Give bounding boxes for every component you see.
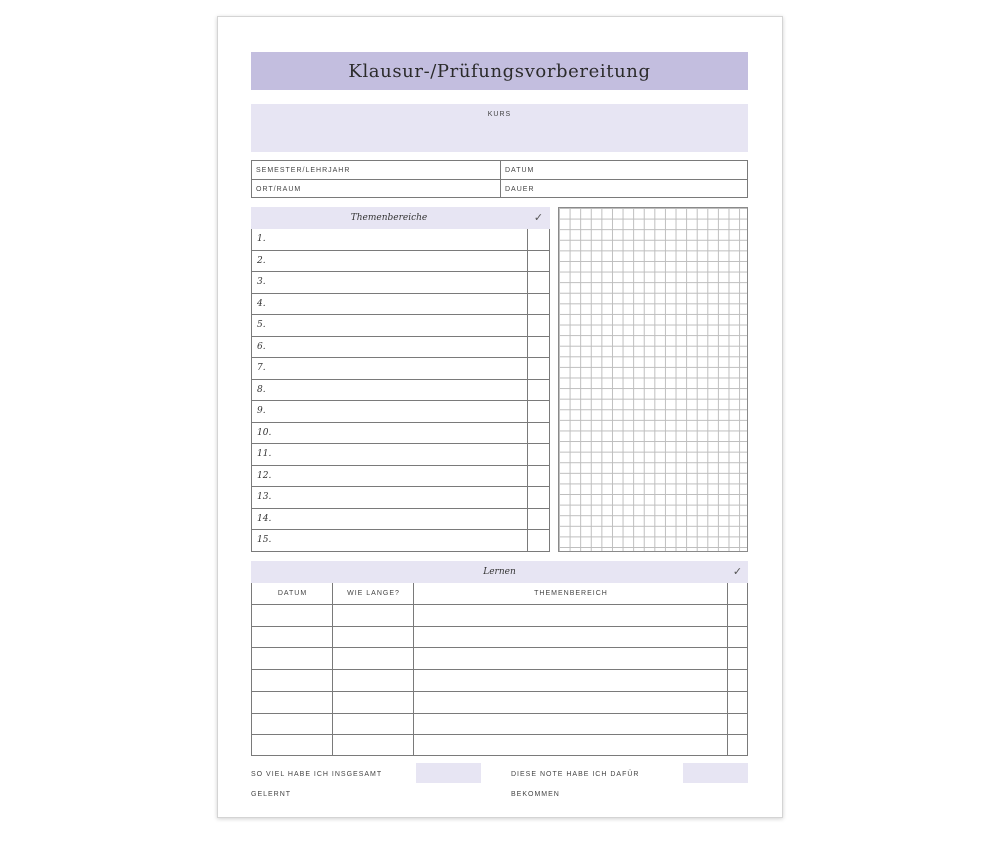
topic-row[interactable]: [252, 358, 549, 380]
topic-number: 7.: [257, 363, 266, 374]
themen-check-icon: ✓: [533, 212, 544, 224]
page-title: Klausur-/Prüfungsvorbereitung: [348, 60, 651, 82]
topic-row[interactable]: [252, 487, 549, 509]
topic-row[interactable]: [252, 294, 549, 316]
topic-number: 4.: [257, 298, 266, 309]
topic-number: 12.: [257, 470, 272, 481]
topic-checkbox[interactable]: [528, 294, 549, 315]
col-wie-lange: WIE LANGE?: [347, 590, 400, 597]
topic-number: 14.: [257, 513, 272, 524]
topic-checkbox[interactable]: [528, 423, 549, 444]
topic-row[interactable]: [252, 423, 549, 445]
grade-field[interactable]: [683, 763, 748, 783]
topic-row[interactable]: [252, 401, 549, 423]
topic-row[interactable]: [252, 466, 549, 488]
col-datum: DATUM: [277, 590, 308, 597]
topic-checkbox[interactable]: [528, 444, 549, 465]
topic-checkbox[interactable]: [528, 509, 549, 530]
topic-number: 11.: [257, 449, 272, 460]
kurs-label: KURS: [487, 111, 512, 118]
lernen-row[interactable]: [252, 735, 747, 756]
topic-number: 5.: [257, 320, 266, 331]
lernen-row[interactable]: [252, 605, 747, 626]
topic-checkbox[interactable]: [528, 272, 549, 293]
topic-checkbox[interactable]: [528, 380, 549, 401]
lernen-section: [251, 561, 748, 756]
topic-checkbox[interactable]: [528, 401, 549, 422]
grid-notes-area[interactable]: [558, 207, 748, 552]
topic-row[interactable]: [252, 444, 549, 466]
topic-number: 15.: [257, 535, 272, 546]
datum-field[interactable]: DATUM: [505, 167, 535, 174]
dauer-field[interactable]: DAUER: [505, 186, 535, 193]
topic-checkbox[interactable]: [528, 251, 549, 272]
topic-row[interactable]: [252, 337, 549, 359]
topic-row[interactable]: [252, 509, 549, 531]
kurs-field[interactable]: [251, 104, 748, 152]
topic-number: 3.: [257, 277, 266, 288]
lernen-header: [251, 561, 748, 583]
lernen-table: [251, 583, 748, 756]
grade-label: DIESE NOTE HABE ICH DAFÜR BEKOMMEN: [511, 771, 640, 798]
topic-number: 2.: [257, 255, 266, 266]
topic-number: 1.: [257, 234, 266, 244]
topic-number: 8.: [257, 384, 266, 395]
info-table: [251, 160, 748, 198]
themen-list: [251, 229, 550, 552]
topic-row[interactable]: [252, 315, 549, 337]
semester-field[interactable]: SEMESTER/LEHRJAHR: [256, 167, 351, 174]
topic-checkbox[interactable]: [528, 487, 549, 508]
lernen-row[interactable]: [252, 670, 747, 691]
col-themenbereich: THEMENBEREICH: [534, 590, 608, 597]
topic-row[interactable]: [252, 229, 549, 251]
title-band: [251, 52, 748, 90]
topic-checkbox[interactable]: [528, 358, 549, 379]
topic-checkbox[interactable]: [528, 530, 549, 552]
lernen-heading: Lernen: [483, 567, 516, 577]
topic-checkbox[interactable]: [528, 466, 549, 487]
topic-number: 13.: [257, 492, 272, 503]
themen-header: [251, 207, 550, 229]
topic-row[interactable]: [252, 272, 549, 294]
lernen-check-icon: ✓: [732, 566, 743, 578]
topic-row[interactable]: [252, 380, 549, 402]
themen-section: [251, 207, 550, 552]
topic-checkbox[interactable]: [528, 337, 549, 358]
total-learned-field[interactable]: [416, 763, 481, 783]
topic-row[interactable]: [252, 251, 549, 273]
themen-heading: Themenbereiche: [350, 213, 428, 223]
total-learned-label: SO VIEL HABE ICH INSGESAMT GELERNT: [251, 771, 383, 798]
ort-field[interactable]: ORT/RAUM: [256, 186, 302, 193]
topic-number: 9.: [257, 406, 266, 417]
topic-number: 6.: [257, 341, 266, 352]
lernen-row[interactable]: [252, 692, 747, 713]
topic-row[interactable]: [252, 530, 549, 552]
topic-checkbox[interactable]: [528, 315, 549, 336]
lernen-row[interactable]: [252, 627, 747, 648]
topic-number: 10.: [257, 427, 272, 438]
planner-sheet: [217, 16, 783, 818]
lernen-row[interactable]: [252, 648, 747, 669]
lernen-row[interactable]: [252, 714, 747, 735]
topic-checkbox[interactable]: [528, 229, 549, 250]
